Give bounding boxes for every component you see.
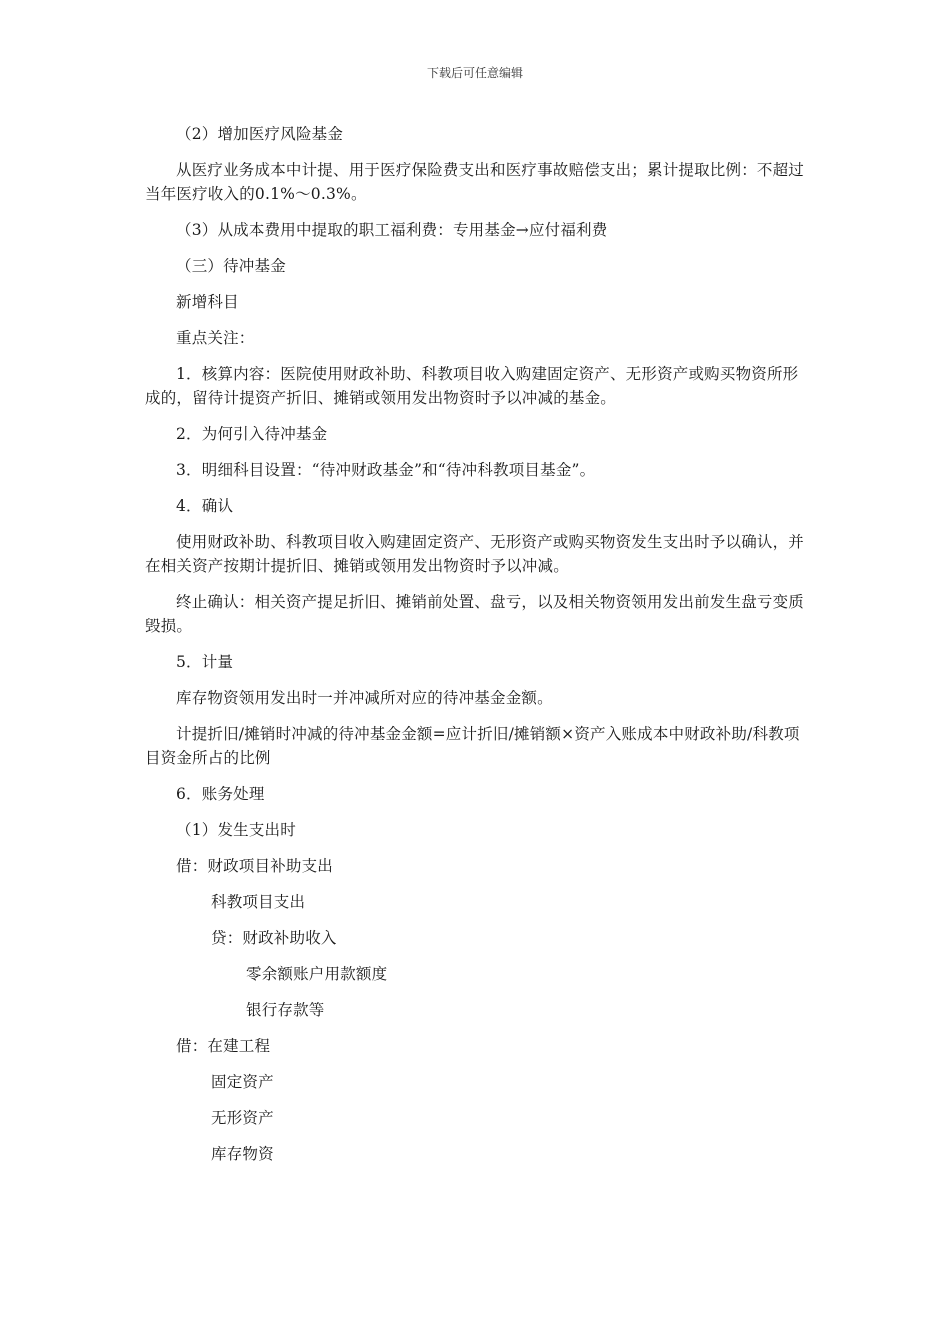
paragraph: 6．账务处理 (176, 785, 265, 803)
journal-entry-line: 科教项目支出 (211, 893, 306, 911)
paragraph: 2．为何引入待冲基金 (176, 425, 328, 443)
paragraph: （3）从成本费用中提取的职工福利费：专用基金→应付福利费 (176, 221, 608, 239)
paragraph: 从医疗业务成本中计提、用于医疗保险费支出和医疗事故赔偿支出；累计提取比例：不超过当年医疗收入的0.1%～0.3%。 (145, 161, 805, 203)
journal-entry-debit: 借：财政项目补助支出 (176, 857, 334, 875)
paragraph: （三）待冲基金 (176, 257, 286, 275)
paragraph: 3．明细科目设置：“待冲财政基金”和“待冲科教项目基金”。 (176, 461, 596, 479)
document-body (145, 122, 810, 1178)
journal-entry-line: 零余额账户用款额度 (246, 965, 388, 983)
paragraph: 4．确认 (176, 497, 234, 515)
paragraph: 5．计量 (176, 653, 234, 671)
journal-entry-line: 银行存款等 (246, 1001, 325, 1019)
paragraph: （2）增加医疗风险基金 (176, 125, 344, 143)
paragraph: 使用财政补助、科教项目收入购建固定资产、无形资产或购买物资发生支出时予以确认，并在相关资产按期计提折旧、摊销或领用发出物资时予以冲减。 (145, 533, 805, 575)
journal-entry-line: 库存物资 (211, 1145, 274, 1163)
paragraph: （1）发生支出时 (176, 821, 296, 839)
paragraph: 计提折旧/摊销时冲减的待冲基金金额=应计折旧/摊销额×资产入账成本中财政补助/科教项目资金所占的比例 (145, 725, 800, 767)
page-header: 下载后可任意编辑 (426, 66, 523, 80)
paragraph: 新增科目 (176, 293, 239, 311)
paragraph: 1．核算内容：医院使用财政补助、科教项目收入购建固定资产、无形资产或购买物资所形成的，留待计提资产折旧、摊销或领用发出物资时予以冲减的基金。 (145, 365, 799, 407)
paragraph: 终止确认：相关资产提足折旧、摊销前处置、盘亏，以及相关物资领用发出前发生盘亏变质毁损。 (145, 593, 805, 635)
journal-entry-debit: 借：在建工程 (176, 1037, 271, 1055)
journal-entry-credit: 贷：财政补助收入 (211, 929, 337, 947)
journal-entry-line: 无形资产 (211, 1109, 274, 1127)
journal-entry-line: 固定资产 (211, 1073, 274, 1091)
paragraph: 重点关注： (176, 329, 255, 347)
paragraph: 库存物资领用发出时一并冲减所对应的待冲基金金额。 (176, 689, 553, 707)
